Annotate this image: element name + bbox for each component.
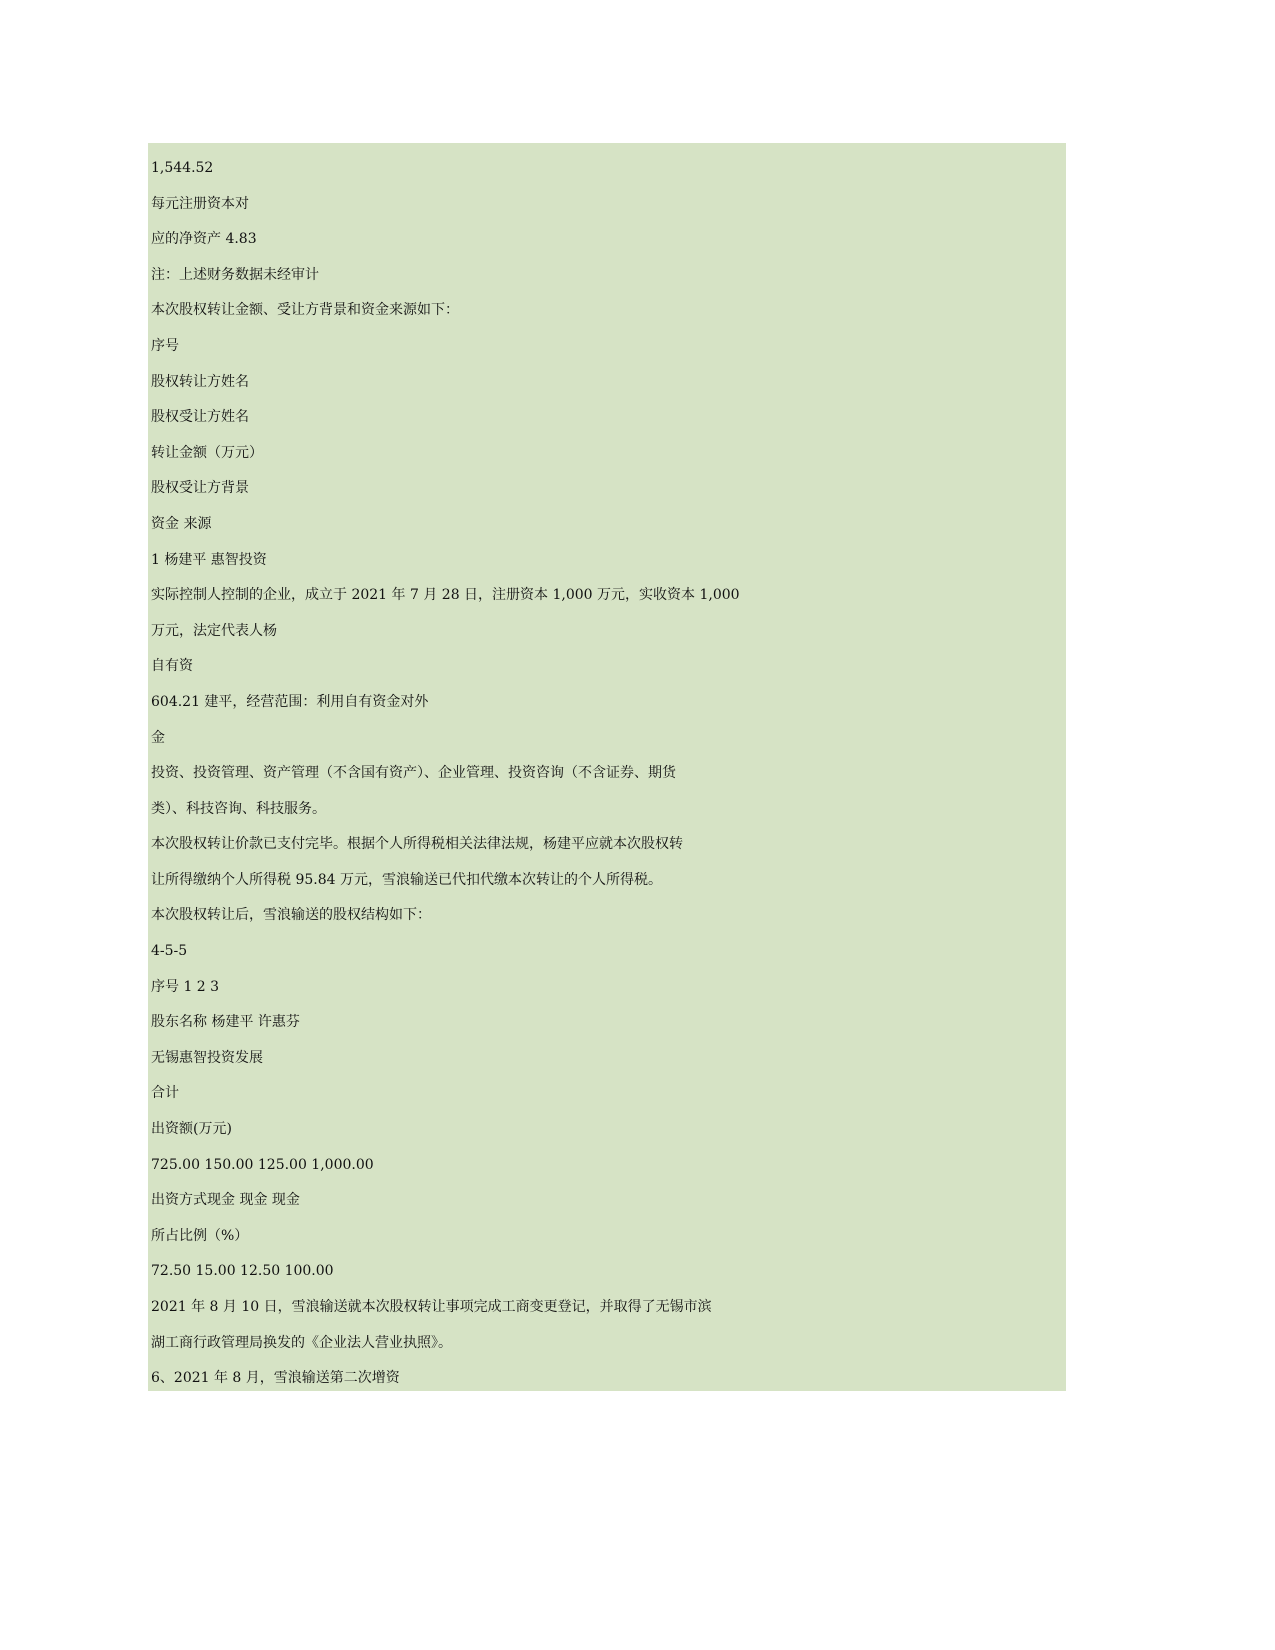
text-line: 序号 xyxy=(151,337,179,354)
text-line: 自有资 xyxy=(151,658,193,675)
text-line: 注：上述财务数据未经审计 xyxy=(151,266,319,283)
text-line: 应的净资产 4.83 xyxy=(151,231,257,248)
text-line: 实际控制人控制的企业，成立于 2021 年 7 月 28 日，注册资本 1,000 万元，实收资本 1,000 xyxy=(151,587,740,604)
text-line: 湖工商行政管理局换发的《企业法人营业执照》。 xyxy=(151,1334,452,1351)
text-line: 6、2021 年 8 月，雪浪输送第二次增资 xyxy=(151,1370,400,1387)
text-line: 金 xyxy=(151,729,165,746)
text-line: 本次股权转让后，雪浪输送的股权结构如下： xyxy=(151,907,431,924)
text-line: 合计 xyxy=(151,1085,179,1102)
text-line: 万元，法定代表人杨 xyxy=(151,622,277,639)
text-line: 无锡惠智投资发展 xyxy=(151,1049,263,1066)
highlighted-text-block xyxy=(148,143,1066,1391)
text-line: 2021 年 8 月 10 日，雪浪输送就本次股权转让事项完成工商变更登记，并取得了无锡市滨 xyxy=(151,1299,712,1315)
text-line: 投资、投资管理、资产管理（不含国有资产）、企业管理、投资咨询（不含证券、期货 xyxy=(151,765,676,782)
text-line: 本次股权转让金额、受让方背景和资金来源如下： xyxy=(151,302,459,319)
text-line: 出资额(万元) xyxy=(151,1121,232,1138)
text-line: 72.50 15.00 12.50 100.00 xyxy=(151,1263,334,1280)
text-line: 所占比例（%） xyxy=(151,1227,249,1244)
text-line: 725.00 150.00 125.00 1,000.00 xyxy=(151,1156,374,1173)
text-line: 股权受让方姓名 xyxy=(151,409,249,426)
text-line: 1 杨建平 惠智投资 xyxy=(151,551,267,568)
text-line: 资金 来源 xyxy=(151,515,212,532)
text-line: 本次股权转让价款已支付完毕。根据个人所得税相关法律法规，杨建平应就本次股权转 xyxy=(151,836,683,853)
text-line: 每元注册资本对 xyxy=(151,195,249,212)
text-line: 类）、科技咨询、科技服务。 xyxy=(151,800,326,817)
text-line: 604.21 建平，经营范围：利用自有资金对外 xyxy=(151,693,429,710)
text-line: 转让金额（万元） xyxy=(151,444,263,461)
text-line: 4-5-5 xyxy=(151,943,188,960)
text-line: 序号 1 2 3 xyxy=(151,978,220,995)
text-line: 让所得缴纳个人所得税 95.84 万元，雪浪输送已代扣代缴本次转让的个人所得税。 xyxy=(151,871,662,888)
text-line: 股权受让方背景 xyxy=(151,480,249,497)
text-line: 出资方式现金 现金 现金 xyxy=(151,1192,300,1209)
text-line: 股东名称 杨建平 许惠芬 xyxy=(151,1014,300,1031)
text-line: 股权转让方姓名 xyxy=(151,373,249,390)
text-line: 1,544.52 xyxy=(151,160,214,176)
